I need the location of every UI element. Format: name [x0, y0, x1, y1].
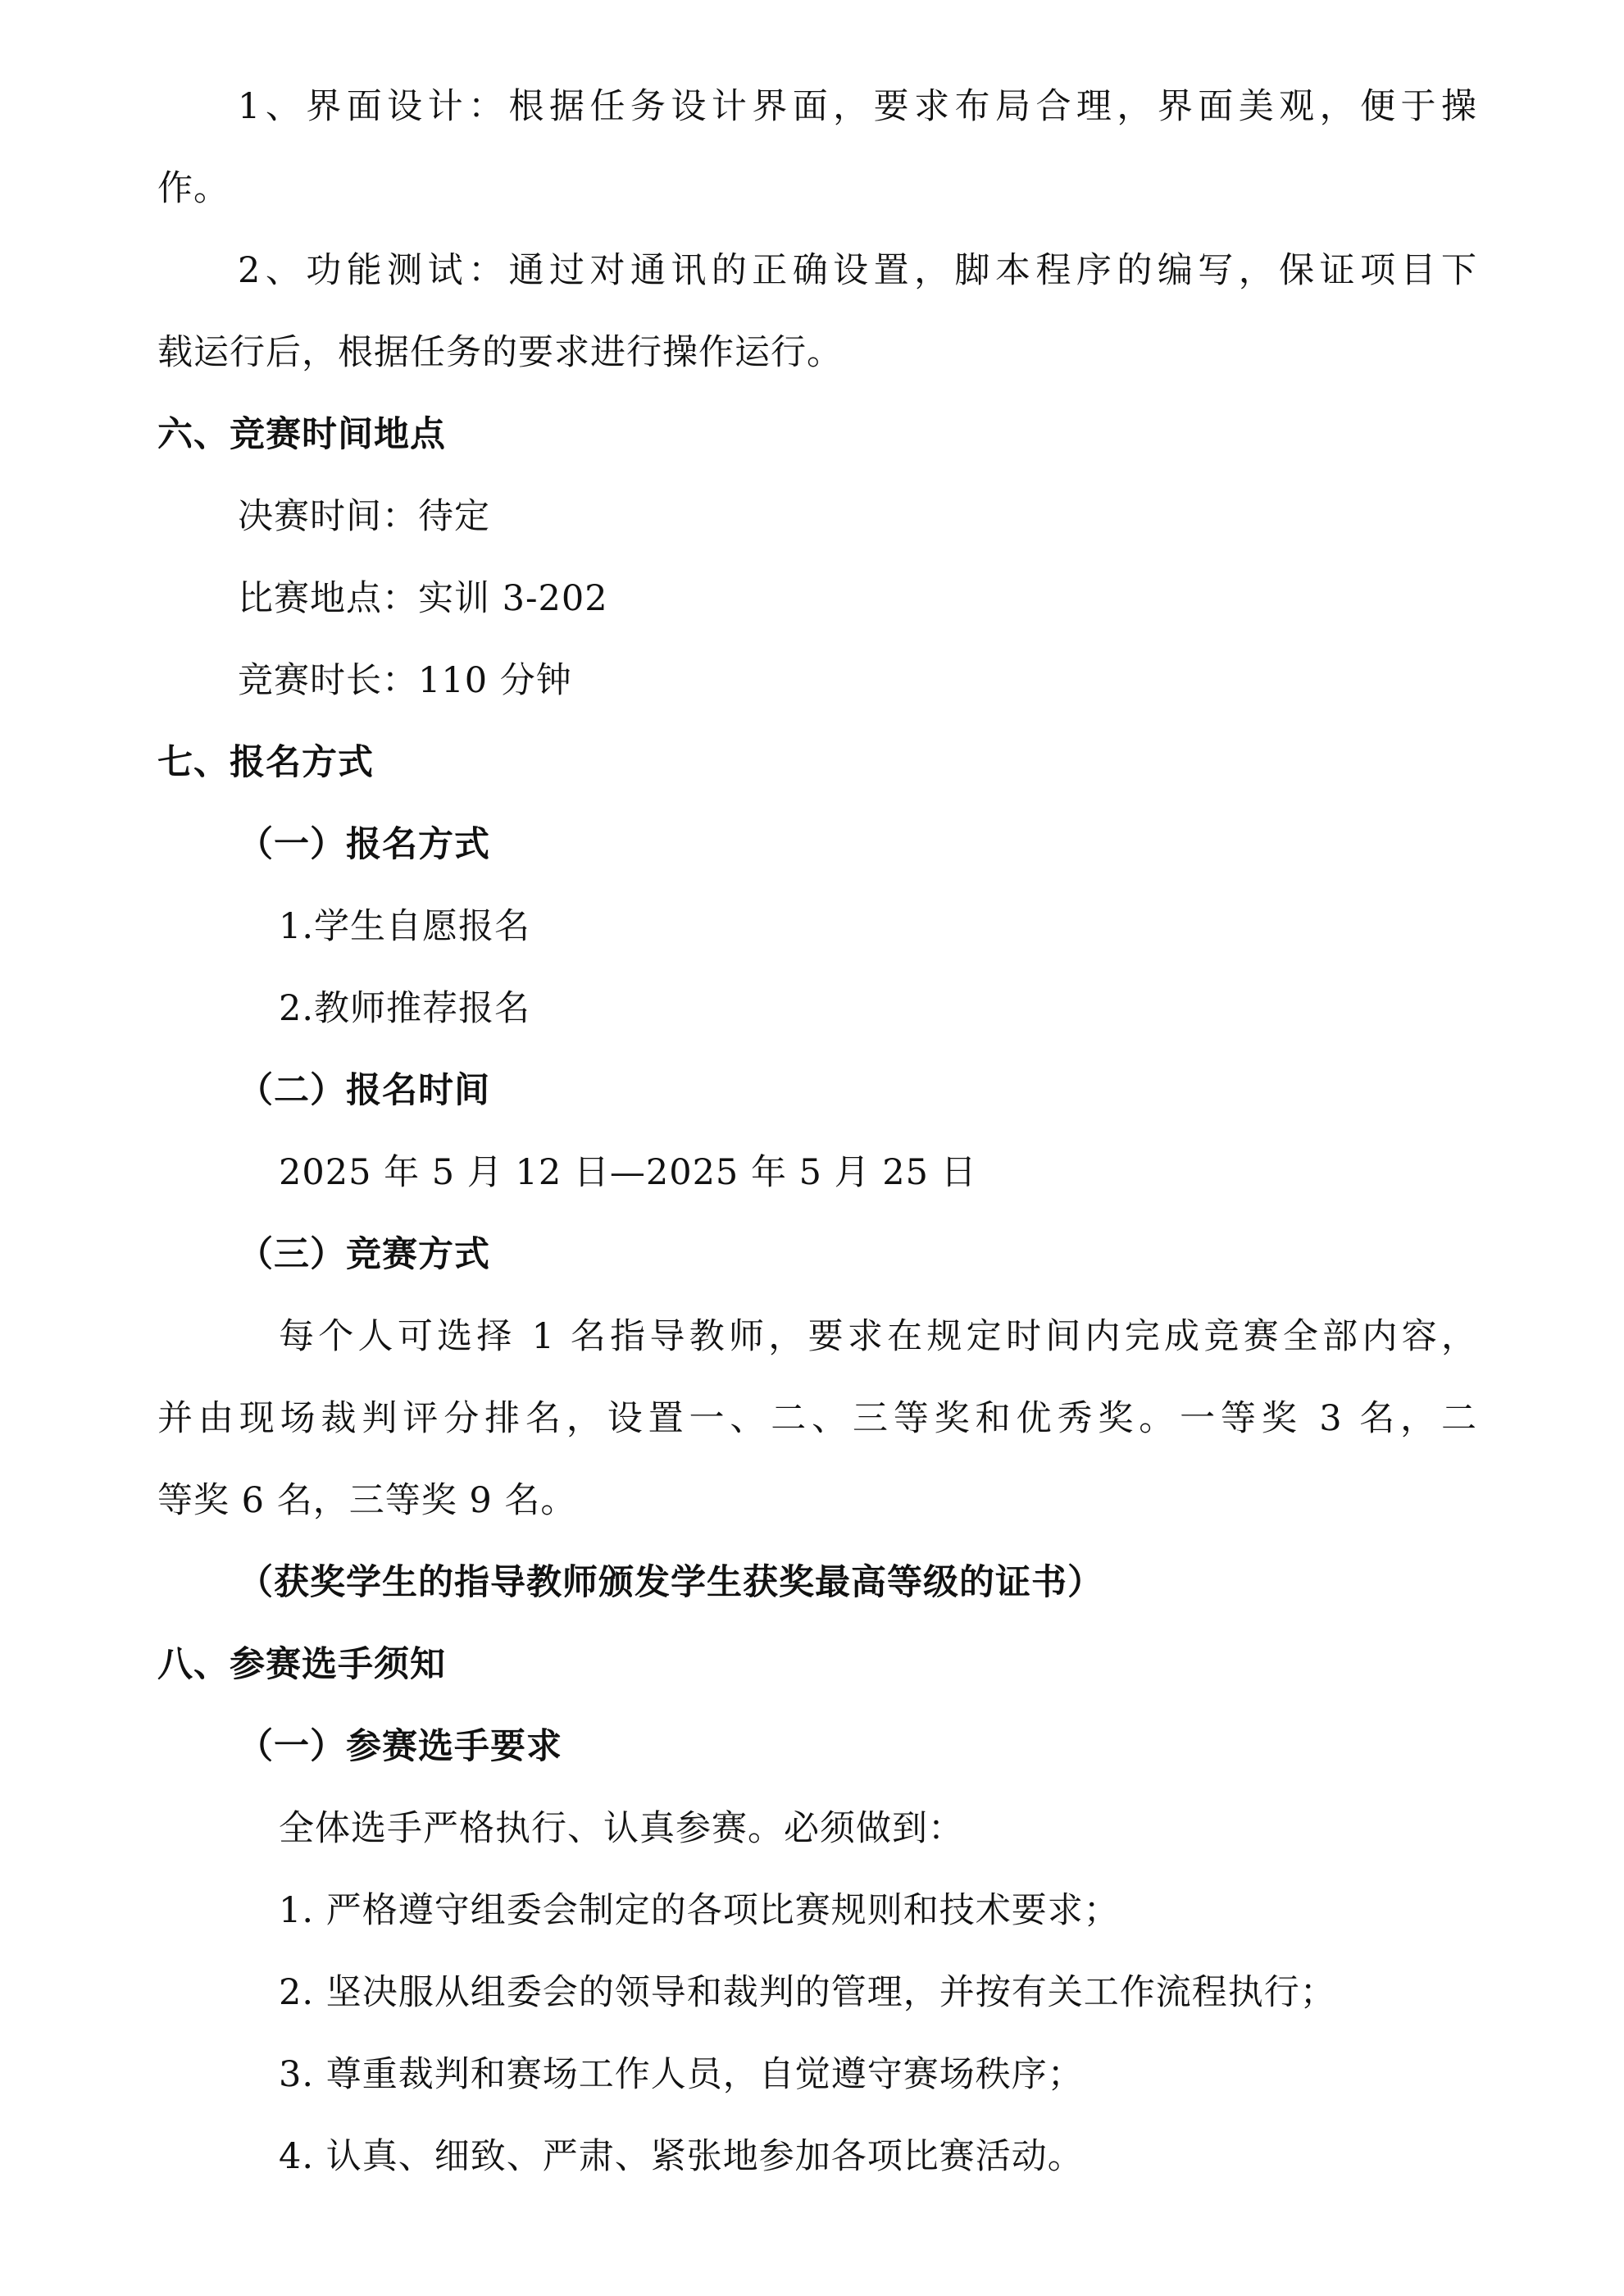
section-heading: 六、竞赛时间地点: [157, 414, 446, 455]
info-line: 比赛地点：实训 3-202: [238, 578, 608, 619]
subsection-heading: （三）竞赛方式: [238, 1234, 490, 1275]
section-heading: 八、参赛选手须知: [157, 1644, 446, 1685]
list-item: 2.教师推荐报名: [279, 988, 531, 1029]
list-item: 1.学生自愿报名: [279, 906, 531, 947]
list-item: 1. 严格遵守组委会制定的各项比赛规则和技术要求；: [279, 1890, 1120, 1931]
list-item: 2. 坚决服从组委会的领导和裁判的管理，并按有关工作流程执行；: [279, 1972, 1336, 2013]
paragraph-line: 1、界面设计：根据任务设计界面，要求布局合理，界面美观，便于操: [238, 86, 1477, 127]
paragraph-line: 每个人可选择 1 名指导教师，要求在规定时间内完成竞赛全部内容，: [279, 1316, 1477, 1357]
paragraph-line: 等奖 6 名，三等奖 9 名。: [157, 1480, 577, 1521]
subsection-heading: （一）报名方式: [238, 824, 490, 865]
info-line: 竞赛时长：110 分钟: [238, 660, 572, 701]
subsection-heading: （二）报名时间: [238, 1070, 490, 1111]
paragraph-line: 全体选手严格执行、认真参赛。必须做到：: [279, 1808, 964, 1849]
info-line: 决赛时间：待定: [238, 496, 490, 537]
paragraph-line: 并由现场裁判评分排名，设置一、二、三等奖和优秀奖。一等奖 3 名，二: [157, 1398, 1477, 1439]
section-heading: 七、报名方式: [157, 742, 374, 783]
list-item: 3. 尊重裁判和赛场工作人员，自觉遵守赛场秩序；: [279, 2054, 1084, 2095]
paragraph-line: 载运行后，根据任务的要求进行操作运行。: [157, 332, 843, 373]
paragraph-line: 作。: [157, 168, 230, 209]
award-note: （获奖学生的指导教师颁发学生获奖最高等级的证书）: [238, 1562, 1103, 1603]
date-range: 2025 年 5 月 12 日—2025 年 5 月 25 日: [279, 1152, 977, 1193]
subsection-heading: （一）参赛选手要求: [238, 1726, 562, 1767]
paragraph-line: 2、功能测试：通过对通讯的正确设置，脚本程序的编写，保证项目下: [238, 250, 1477, 291]
list-item: 4. 认真、细致、严肃、紧张地参加各项比赛活动。: [279, 2136, 1084, 2177]
